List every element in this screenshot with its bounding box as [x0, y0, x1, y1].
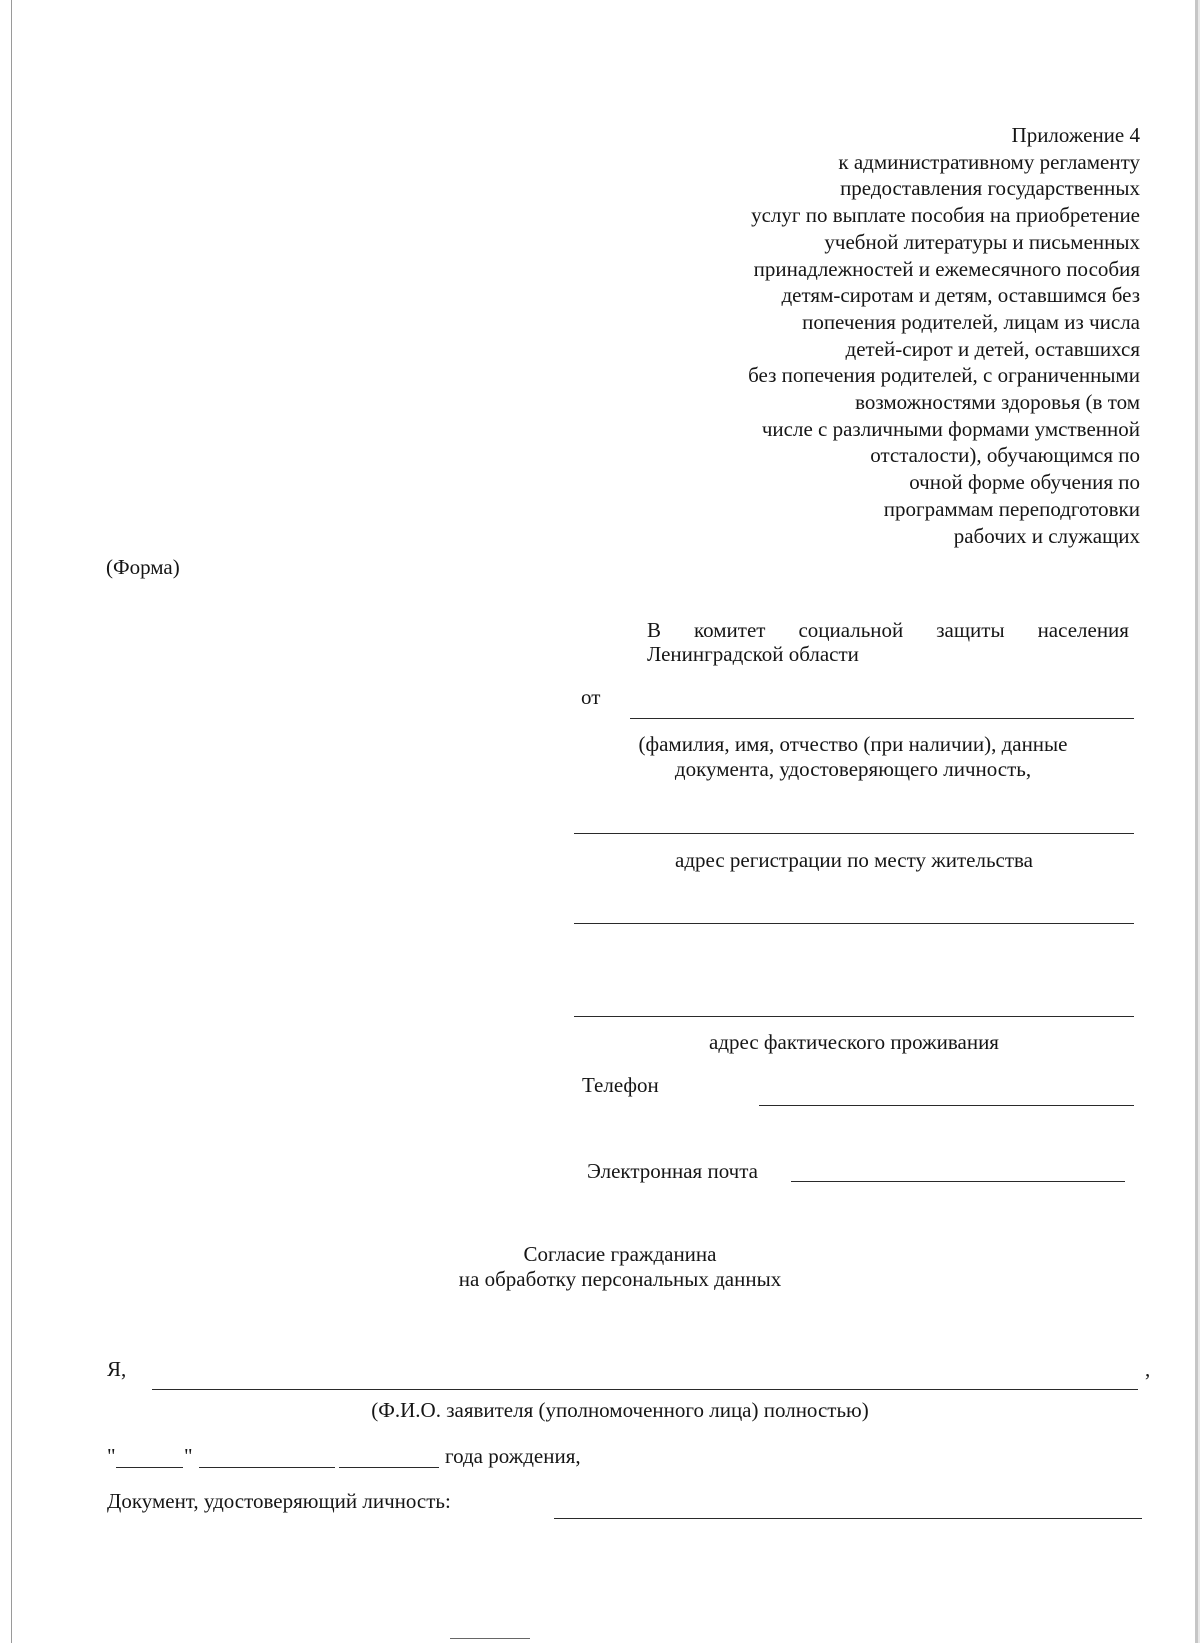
- actual-address-line[interactable]: [574, 1016, 1134, 1017]
- from-caption-line-2: документа, удостоверяющего личность,: [674, 757, 1032, 781]
- bottom-scan-mark: [450, 1638, 530, 1639]
- addressee-word: комитет: [694, 618, 766, 642]
- addressee-word: защиты: [936, 618, 1005, 642]
- registration-address-line[interactable]: [574, 923, 1134, 924]
- page-left-edge: [11, 0, 12, 1643]
- from-caption-line-1: (фамилия, имя, отчество (при наличии), данные: [638, 732, 1068, 756]
- phone-line[interactable]: [759, 1105, 1134, 1106]
- appendix-line: без попечения родителей, с ограниченными: [748, 363, 1140, 388]
- addressee-line-2: Ленинградской области: [647, 642, 859, 666]
- document-label: Документ, удостоверяющий личность:: [107, 1489, 451, 1513]
- email-label: Электронная почта: [587, 1159, 758, 1183]
- document-line[interactable]: [554, 1518, 1142, 1519]
- birth-day-line[interactable]: [116, 1467, 183, 1468]
- addressee-line-1: [647, 617, 1129, 644]
- appendix-line: рабочих и служащих: [953, 523, 1140, 548]
- appendix-line: учебной литературы и письменных: [824, 229, 1140, 254]
- document-data-line[interactable]: [574, 833, 1134, 834]
- phone-label: Телефон: [582, 1073, 659, 1097]
- appendix-line: отсталости), обучающимся по: [870, 443, 1140, 468]
- appendix-line: детей-сирот и детей, оставшихся: [845, 336, 1140, 361]
- addressee-word: В: [647, 618, 662, 642]
- fio-line[interactable]: [152, 1389, 1138, 1390]
- addressee-word: социальной: [798, 618, 904, 642]
- fio-trailing-comma: ,: [1145, 1357, 1151, 1381]
- date-quote-open: ": [107, 1444, 116, 1468]
- actual-address-caption: адрес фактического проживания: [709, 1030, 999, 1054]
- appendix-line: возможностями здоровья (в том: [855, 390, 1140, 415]
- appendix-line: услуг по выплате пособия на приобретение: [751, 203, 1140, 228]
- fio-caption: (Ф.И.О. заявителя (уполномоченного лица) полностью): [371, 1398, 869, 1422]
- birth-month-line[interactable]: [199, 1467, 335, 1468]
- appendix-line: Приложение 4: [1011, 123, 1140, 147]
- from-name-line[interactable]: [630, 718, 1134, 719]
- appendix-line: числе с различными формами умственной: [761, 416, 1140, 441]
- appendix-block: [600, 122, 1140, 549]
- i-label: Я,: [107, 1357, 127, 1381]
- appendix-line: детям-сиротам и детям, оставшимся без: [781, 283, 1140, 308]
- appendix-line: принадлежностей и ежемесячного пособия: [753, 256, 1140, 281]
- form-label: (Форма): [106, 555, 180, 579]
- email-line[interactable]: [791, 1181, 1125, 1182]
- appendix-line: к административному регламенту: [838, 149, 1140, 174]
- date-quote-close: ": [184, 1444, 193, 1468]
- consent-title-line-1: Согласие гражданина: [523, 1242, 717, 1266]
- addressee-word: населения: [1037, 618, 1129, 642]
- from-label: от: [581, 685, 601, 709]
- appendix-line: попечения родителей, лицам из числа: [802, 309, 1140, 334]
- birth-suffix: года рождения,: [445, 1444, 581, 1468]
- consent-title-line-2: на обработку персональных данных: [458, 1267, 782, 1291]
- appendix-line: предоставления государственных: [840, 176, 1140, 201]
- appendix-line: очной форме обучения по: [909, 470, 1140, 495]
- appendix-line: программам переподготовки: [883, 496, 1140, 521]
- birth-year-line[interactable]: [339, 1467, 439, 1468]
- registration-address-caption: адрес регистрации по месту жительства: [675, 848, 1033, 872]
